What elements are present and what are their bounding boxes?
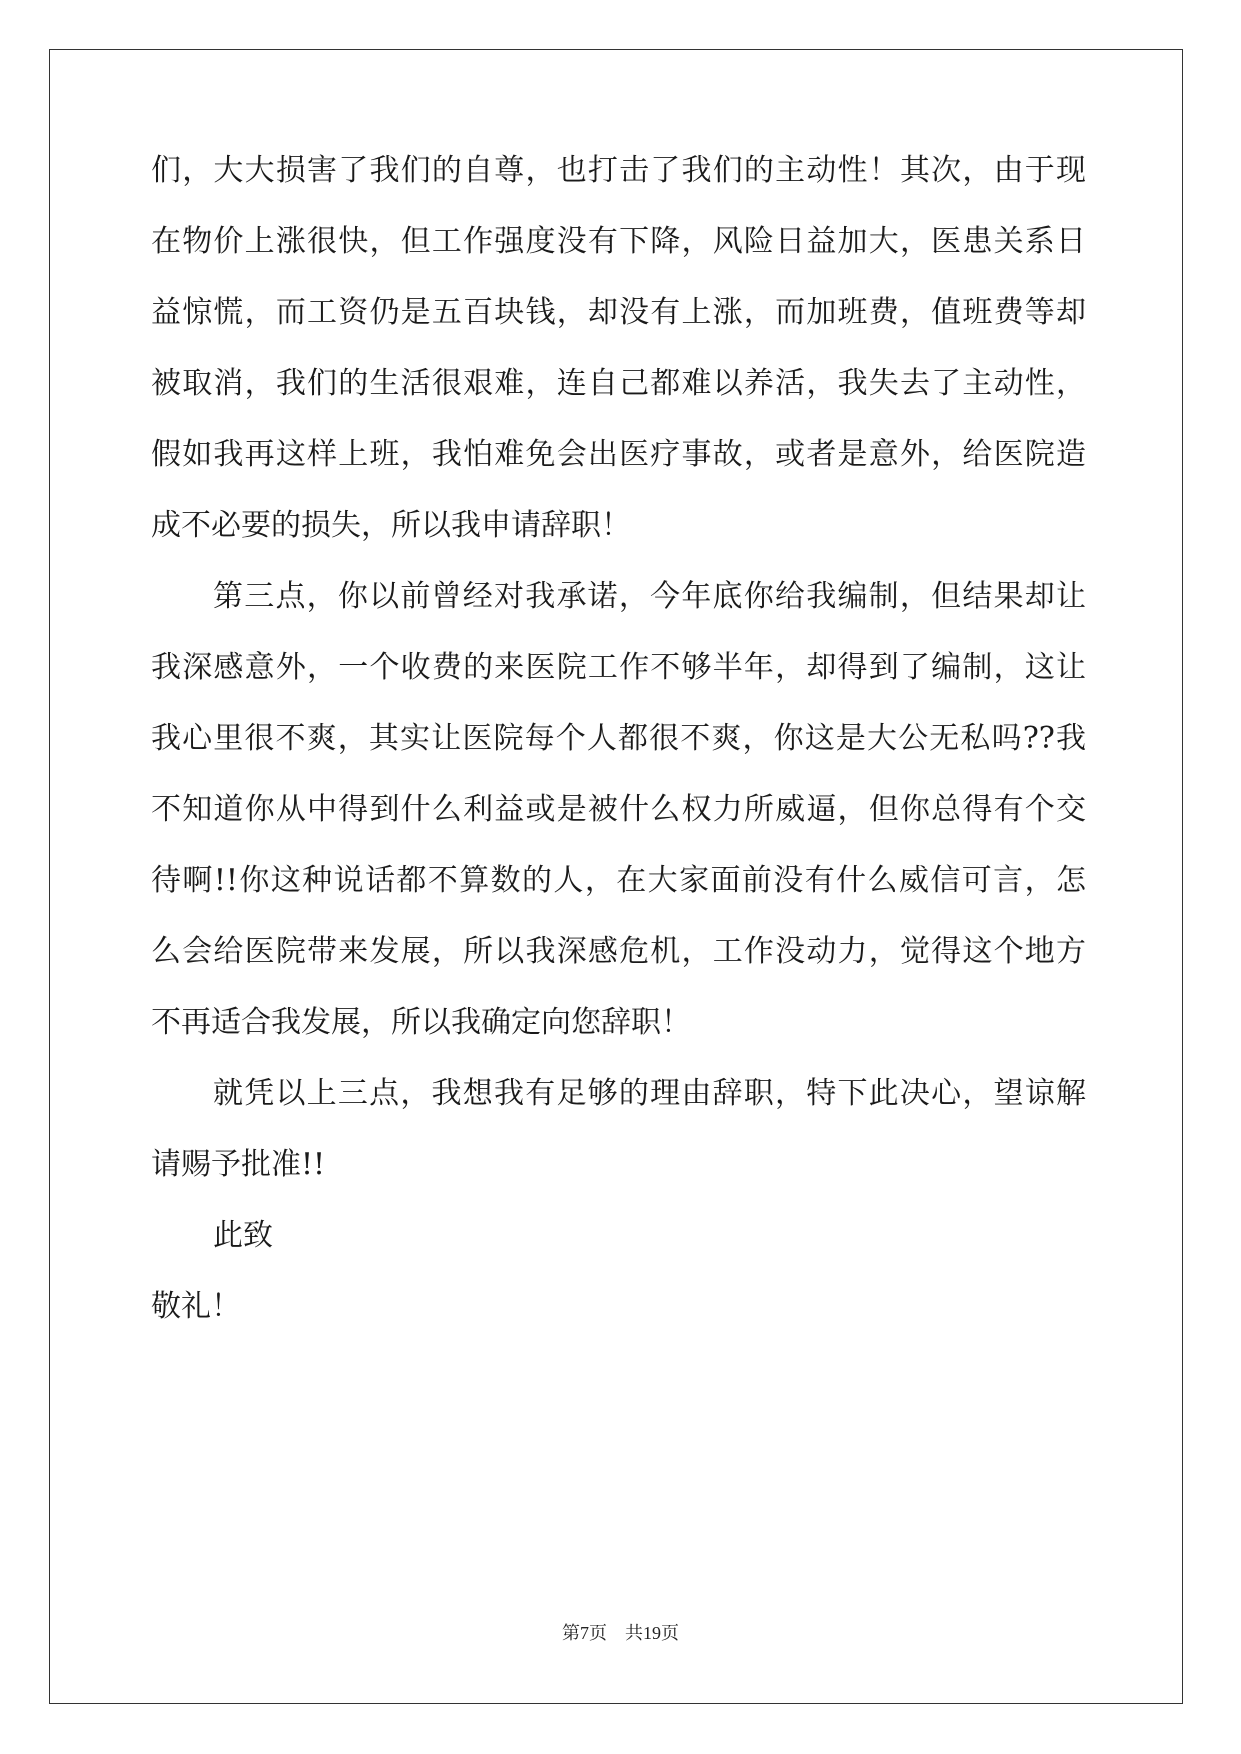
body-line: 请赐予批准!!: [151, 1147, 326, 1182]
body-line: 我深感意外，一个收费的来医院工作不够半年，却得到了编制，这让: [151, 650, 1086, 685]
page-number: 第7页: [562, 1623, 607, 1643]
body-line: 被取消，我们的生活很艰难，连自己都难以养活，我失去了主动性，: [151, 366, 1086, 401]
page-footer: [0, 1622, 1241, 1644]
body-line: 假如我再这样上班，我怕难免会出医疗事故，或者是意外，给医院造: [151, 437, 1086, 472]
body-line: 待啊!!你这种说话都不算数的人，在大家面前没有什么威信可言，怎: [151, 863, 1086, 898]
paragraph-first-line: 就凭以上三点，我想我有足够的理由辞职，特下此决心，望谅解: [213, 1076, 1086, 1111]
closing-regards: 敬礼！: [151, 1289, 241, 1324]
body-line: 不知道你从中得到什么利益或是被什么权力所威逼，但你总得有个交: [151, 792, 1086, 827]
body-line: 么会给医院带来发展，所以我深感危机，工作没动力，觉得这个地方: [151, 934, 1086, 969]
body-line: 在物价上涨很快，但工作强度没有下降，风险日益加大，医患关系日: [151, 224, 1086, 259]
paragraph-first-line: 第三点，你以前曾经对我承诺，今年底你给我编制，但结果却让: [213, 579, 1086, 614]
body-line: 们，大大损害了我们的自尊，也打击了我们的主动性！其次，由于现: [151, 153, 1086, 188]
body-line: 益惊慌，而工资仍是五百块钱，却没有上涨，而加班费，值班费等却: [151, 295, 1086, 330]
body-line: 我心里很不爽，其实让医院每个人都很不爽，你这是大公无私吗??我: [151, 721, 1086, 756]
body-line: 成不必要的损失，所以我申请辞职！: [151, 508, 631, 543]
page-total: 共19页: [625, 1623, 679, 1643]
body-line: 不再适合我发展，所以我确定向您辞职！: [151, 1005, 691, 1040]
closing-salutation: 此致: [213, 1218, 273, 1253]
